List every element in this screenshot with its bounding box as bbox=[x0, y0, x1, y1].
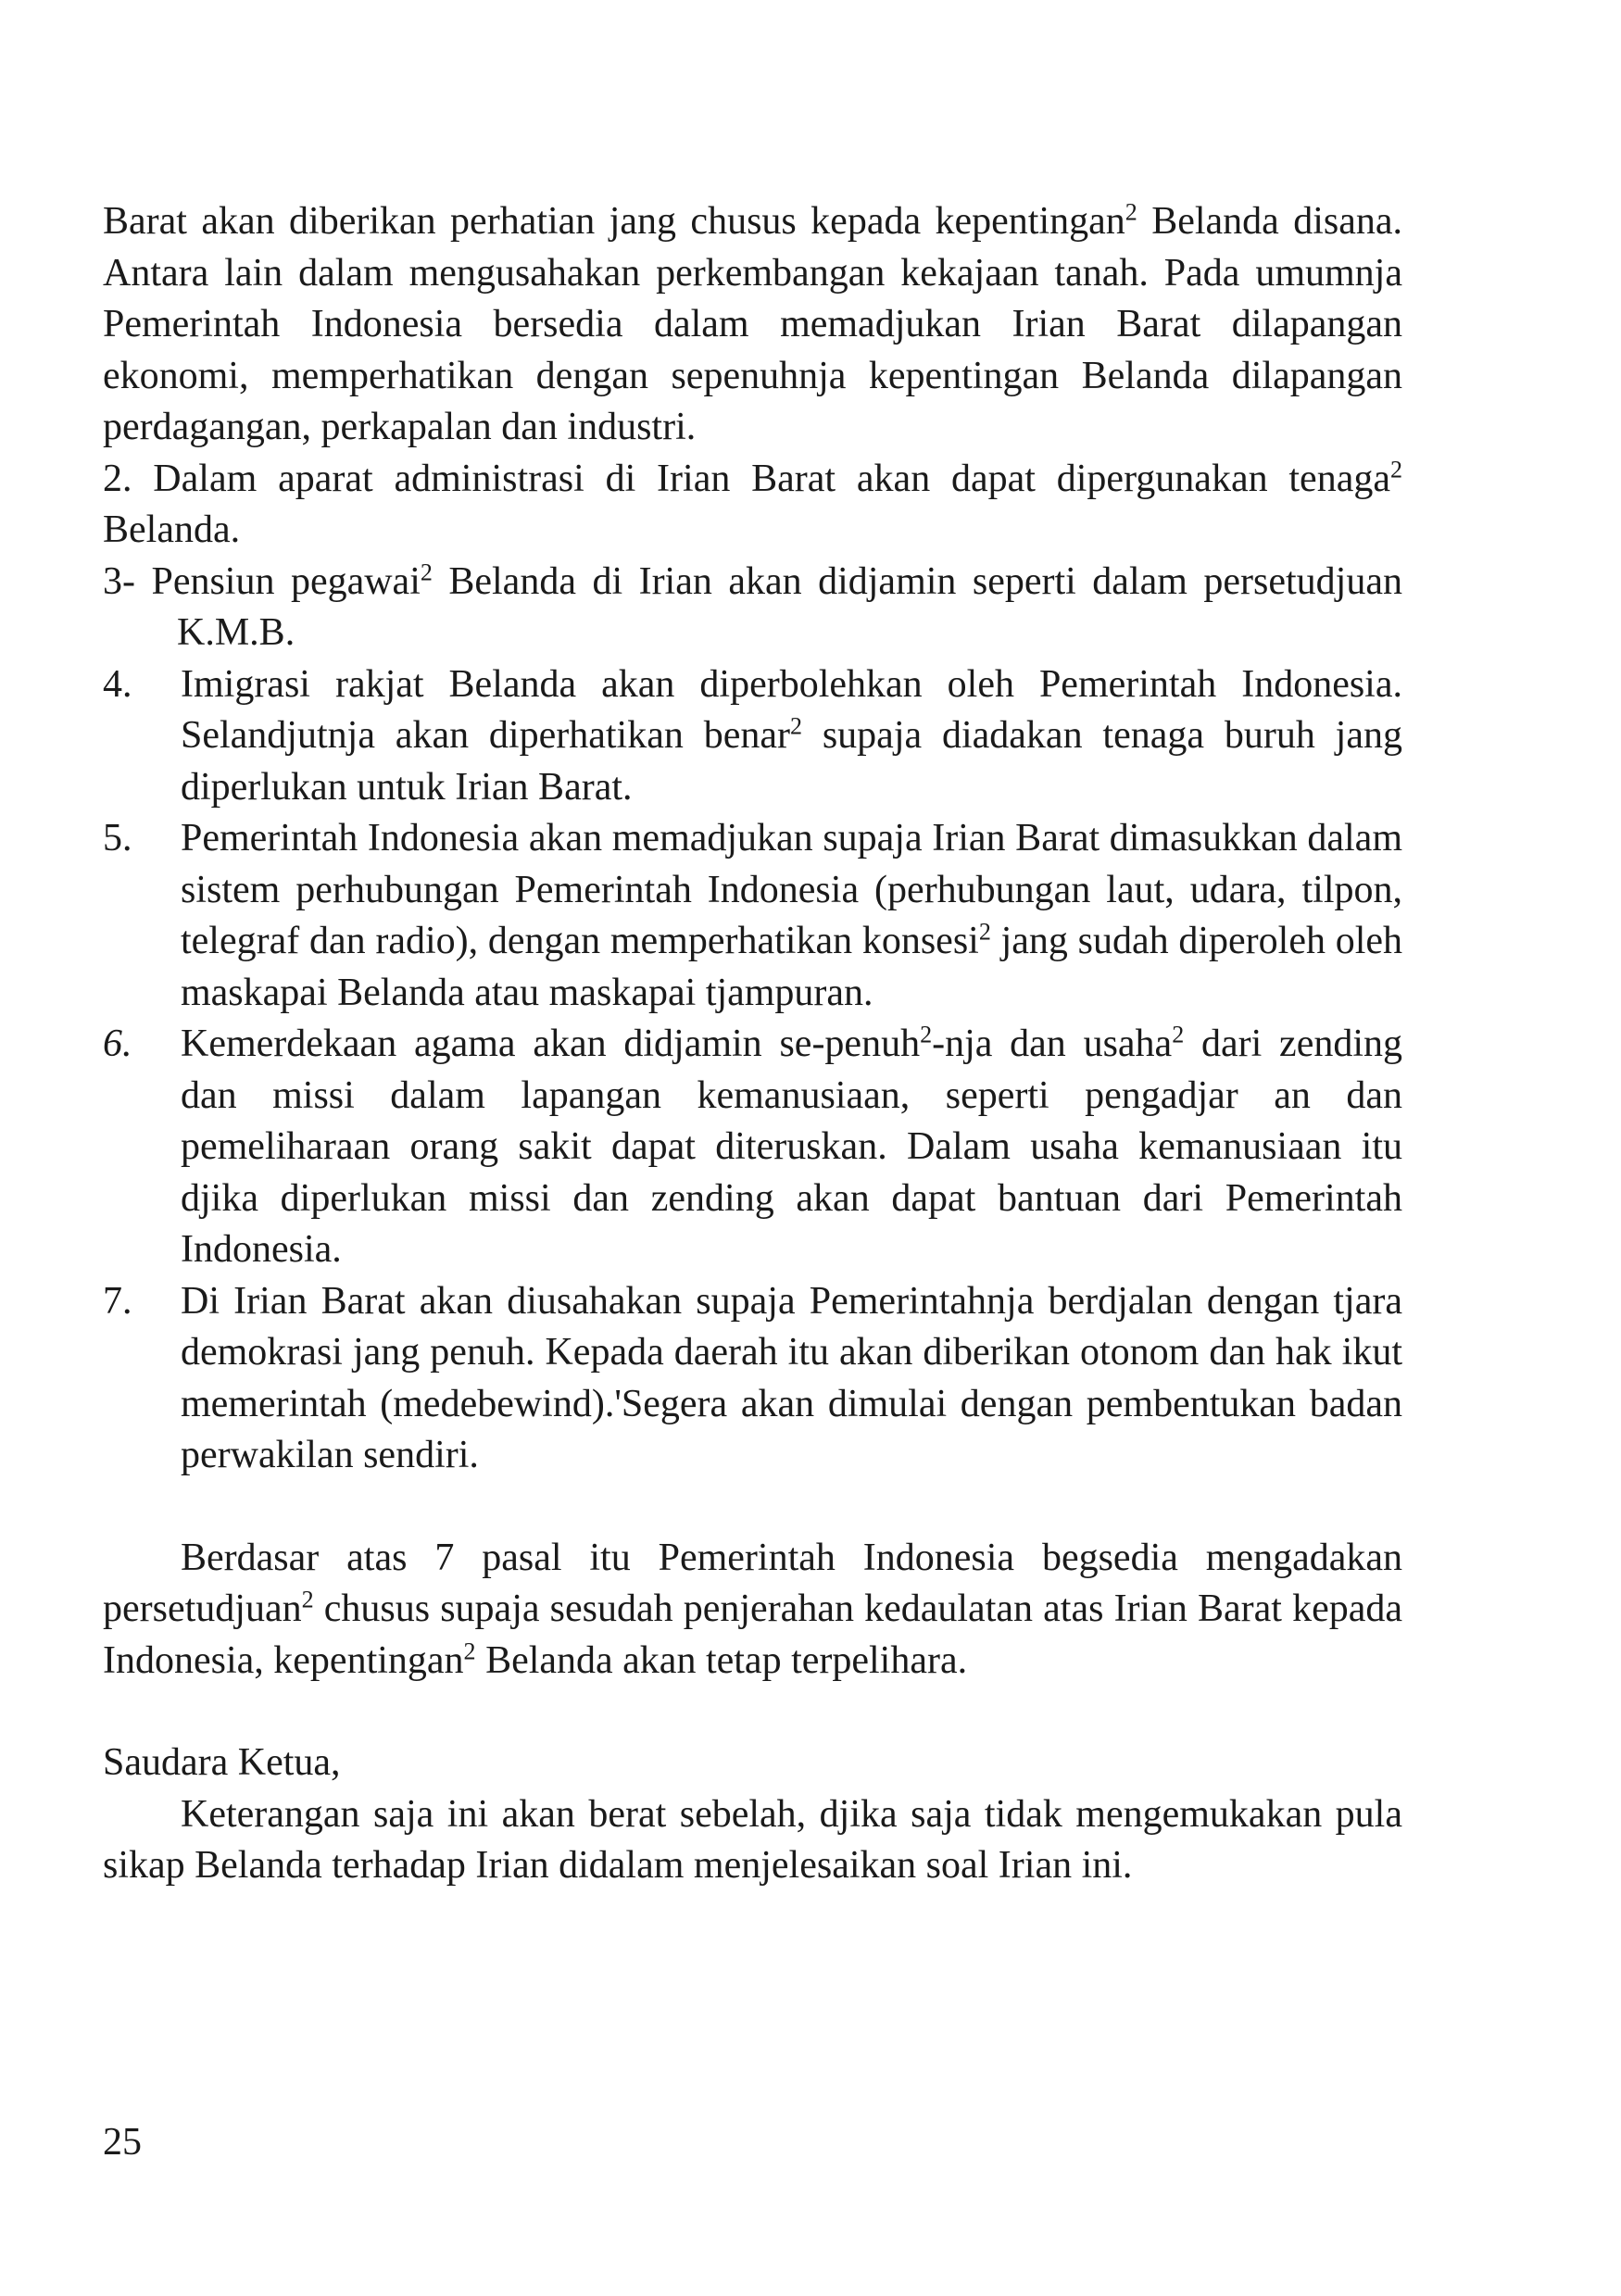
list-item-5-text-2: jang sudah diperoleh oleh maskapai Belanda atau maskapai tjampuran. bbox=[181, 920, 1403, 1014]
superscript-2: 2 bbox=[1125, 198, 1137, 226]
list-item-body bbox=[181, 659, 1402, 814]
berdasar-text-1: Berdasar atas 7 pasal itu Pemerintah Indonesia begsedia mengadakan persetudjuan bbox=[103, 1536, 1402, 1630]
page-number: 25 bbox=[103, 2121, 142, 2164]
list-item-body bbox=[181, 1019, 1402, 1276]
berdasar-text-3: Belanda akan tetap terpelihara. bbox=[475, 1638, 968, 1682]
page-body bbox=[103, 196, 1402, 1892]
list-item-6-text-3: dari zending dan missi dalam lapangan kemanusiaan, seperti pengadjar an dan pemeliharaan orang sakit dapat diteruskan. Dalam usaha kemanusiaan itu djika diperlukan missi dan zending akan dapat bantuan dari Pemerintah Indonesia. bbox=[181, 1023, 1402, 1271]
list-item-number: 4. bbox=[103, 662, 132, 706]
list-item-body: Di Irian Barat akan diusahakan supaja Pemerintahnja berdjalan dengan tjara demokrasi jang penuh. Kepada daerah itu akan diberikan otonom dan hak ikut memerintah (medebewind).'Segera akan dimulai dengan pembentukan badan perwakilan sendiri. bbox=[181, 1279, 1402, 1476]
list-item-3-text-2: Belanda di Irian akan didjamin seperti dalam persetudjuan K.M.B. bbox=[177, 559, 1402, 654]
superscript-2: 2 bbox=[1172, 1021, 1185, 1048]
list-item-5 bbox=[103, 813, 1402, 1019]
list-item-number: 6. bbox=[103, 1023, 132, 1065]
list-item-3 bbox=[103, 557, 1402, 659]
list-item-number: 7. bbox=[103, 1279, 132, 1323]
list-item-7 bbox=[103, 1276, 1402, 1482]
continuation-text-1: Barat akan diberikan perhatian jang chusus kepada kepentingan bbox=[103, 200, 1125, 243]
keterangan-paragraph: Keterangan saja ini akan berat sebelah, djika saja tidak mengemukakan pula sikap Belanda terhadap Irian didalam menjelesaikan soal Irian ini. bbox=[103, 1792, 1402, 1887]
list-item-3-text-1: 3- Pensiun pegawai bbox=[103, 559, 421, 603]
list-item-4 bbox=[103, 659, 1402, 814]
superscript-2: 2 bbox=[920, 1021, 933, 1048]
list-item-2-text-2: Belanda. bbox=[103, 508, 241, 551]
list-item-2 bbox=[103, 454, 1402, 557]
superscript-2: 2 bbox=[978, 918, 991, 946]
list-item-5-text-1: Pemerintah Indonesia akan memadjukan supaja Irian Barat dimasukkan dalam sistem perhubungan Pemerintah Indonesia (perhubungan laut, udara, tilpon, telegraf dan radio), dengan memperhatikan konsesi bbox=[181, 817, 1402, 962]
salutation: Saudara Ketua, bbox=[103, 1741, 341, 1784]
list-item-6 bbox=[103, 1019, 1402, 1276]
list-item-number: 5. bbox=[103, 817, 132, 859]
superscript-2: 2 bbox=[463, 1637, 476, 1665]
list-item-6-text-1: Kemerdekaan agama akan didjamin se-penuh bbox=[181, 1023, 921, 1065]
superscript-2: 2 bbox=[420, 558, 433, 586]
berdasar-text-2: chusus supaja sesudah penjerahan kedaulatan atas Irian Barat kepada Indonesia, kepentingan bbox=[103, 1587, 1402, 1682]
superscript-2: 2 bbox=[789, 712, 802, 740]
superscript-2: 2 bbox=[1389, 456, 1402, 483]
list-item-6-text-2: -nja dan usaha bbox=[932, 1023, 1173, 1065]
list-item-body bbox=[181, 813, 1402, 1019]
list-item-2-text-1: 2. Dalam aparat administrasi di Irian Barat akan dapat dipergunakan tenaga bbox=[103, 457, 1390, 500]
continuation-paragraph bbox=[103, 196, 1402, 454]
list-item-4-text-1: Imigrasi rakjat Belanda akan diperbolehkan oleh Pemerintah Indonesia. Selandjutnja akan diperhatikan benar bbox=[181, 662, 1402, 757]
superscript-2: 2 bbox=[301, 1586, 314, 1613]
berdasar-paragraph bbox=[103, 1533, 1402, 1687]
list-item-4-text-2: supaja diadakan tenaga buruh jang diperlukan untuk Irian Barat. bbox=[181, 714, 1402, 809]
continuation-text-2: Belanda disana. Antara lain dalam mengusahakan perkembangan kekajaan tanah. Pada umumnja Pemerintah Indonesia bersedia dalam memadjukan Irian Barat dilapangan ekonomi, memperhatikan dengan sepenuhnja kepentingan Belanda dilapangan perdagangan, perkapalan dan industri. bbox=[103, 200, 1402, 448]
